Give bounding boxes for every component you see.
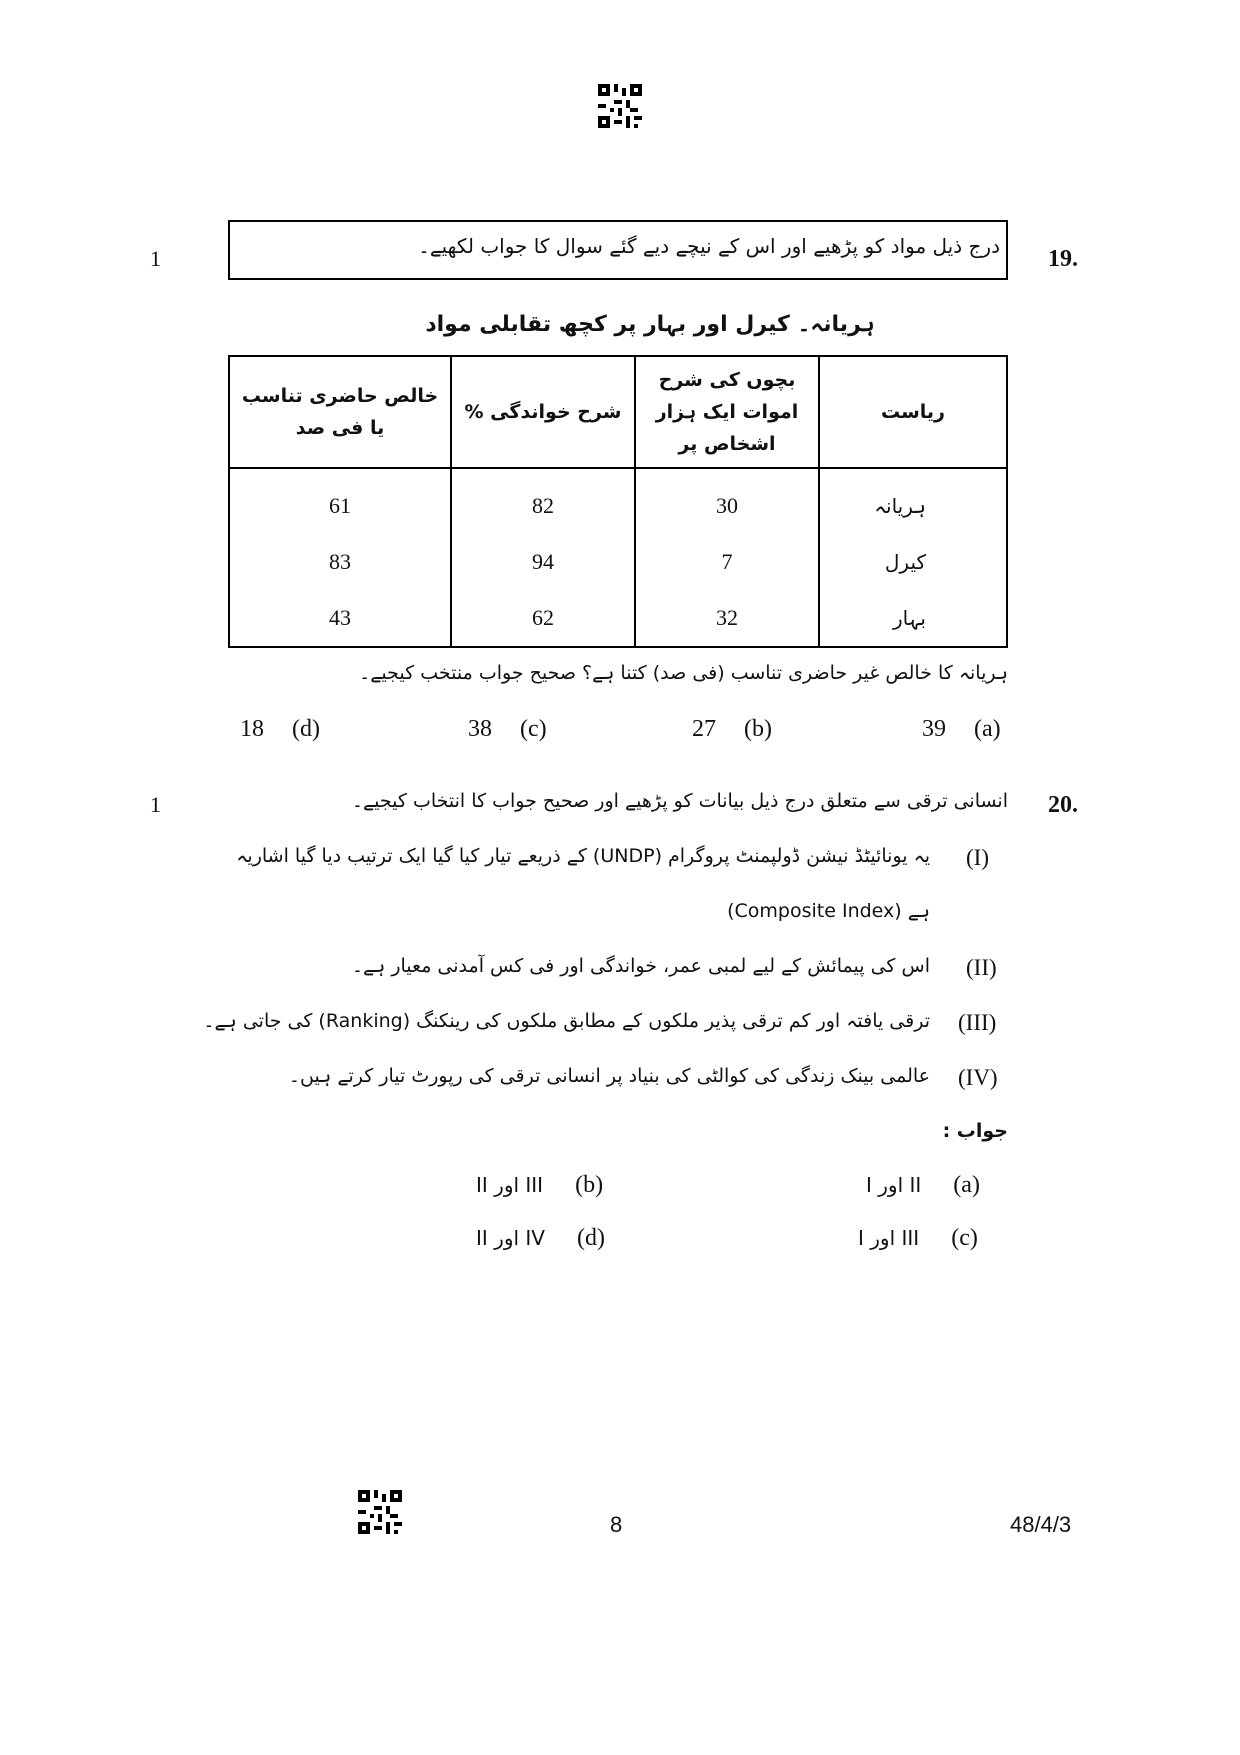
question-19-instruction-box [228,220,1008,280]
statement-2-label: (II) [966,955,997,980]
option-value: 39 [922,716,946,742]
table-row [229,468,1007,534]
option-label: (b) [744,716,772,742]
table-row [229,534,1007,590]
table-cell: 30 [635,468,819,534]
q19-option-a[interactable] [922,716,1001,743]
qr-code-icon [358,1490,402,1534]
statement-2-text: اس کی پیمائش کے لیے لمبی عمر، خواندگی اور فی کس آمدنی معیار ہے۔ [351,955,930,977]
question-19-instruction: درج ذیل مواد کو پڑھیے اور اس کے نیچے دیے گئے سوال کا جواب لکھیے۔ [418,234,1000,258]
option-label: (a) [953,1172,980,1198]
option-value: 18 [240,716,264,742]
answer-label: جواب : [942,1120,1008,1142]
option-label: (c) [951,1225,978,1251]
statement-1-text: یہ یونائیٹڈ نیشن ڈولپمنٹ پروگرام (UNDP) کے ذریعے تیار کیا گیا ایک ترتیب دیا گیا اشاریہ [236,845,930,867]
statement-4-text: عالمی بینک زندگی کی کوالٹی کی بنیاد پر انسانی ترقی کی رپورٹ تیار کرتے ہیں۔ [288,1065,930,1087]
option-value: II اور IV [476,1226,545,1250]
table-cell: 83 [229,534,451,590]
header-infant-mortality: بچوں کی شرح اموات ایک ہزار اشخاص پر [635,356,819,468]
question-20-instruction: انسانی ترقی سے متعلق درج ذیل بیانات کو پڑھیے اور صحیح جواب کا انتخاب کیجیے۔ [351,790,1008,812]
table-row [229,590,1007,647]
table-header-row [229,356,1007,468]
option-value: 38 [468,716,492,742]
option-label: (d) [292,716,320,742]
q19-option-c[interactable] [468,716,547,743]
option-label: (b) [575,1172,604,1198]
option-label: (d) [576,1225,605,1251]
q19-option-b[interactable] [692,716,772,743]
statement-3-text: ترقی یافتہ اور کم ترقی پذیر ملکوں کے مطابق ملکوں کی رینکنگ (Ranking) کی جاتی ہے۔ [203,1010,930,1032]
q19-option-d[interactable] [240,716,320,743]
table-cell: 7 [635,534,819,590]
question-19-marks: 1 [150,246,161,271]
header-literacy-rate: شرح خواندگی % [451,356,635,468]
table-cell: 61 [229,468,451,534]
table-cell: 32 [635,590,819,647]
option-label: (a) [974,716,1001,742]
table-cell: ہریانہ [819,468,1007,534]
page-number: 8 [610,1512,623,1537]
q20-option-c[interactable] [858,1225,978,1252]
option-value: I اور II [866,1173,922,1197]
table-cell: 82 [451,468,635,534]
statement-1-label: (I) [966,845,989,870]
option-value: I اور III [858,1226,920,1250]
table-title: ہریانہ۔ کیرل اور بہار پر کچھ تقابلی مواد [425,312,875,337]
option-value: II اور III [476,1173,544,1197]
paper-code: 48/4/3 [1010,1512,1072,1537]
table-cell: کیرل [819,534,1007,590]
option-value: 27 [692,716,716,742]
question-20-marks: 1 [150,792,161,817]
option-label: (c) [520,716,547,742]
question-20-number: 20. [1048,792,1078,818]
q20-option-a[interactable] [866,1172,980,1199]
header-attendance-ratio: خالص حاضری تناسب یا فی صد [229,356,451,468]
statement-4-label: (IV) [958,1065,998,1090]
q20-option-d[interactable] [476,1225,605,1252]
header-state: ریاست [819,356,1007,468]
statement-1-text-line2: ہے (Composite Index) [727,900,930,922]
table-cell: 43 [229,590,451,647]
q20-option-b[interactable] [476,1172,603,1199]
qr-code-icon [598,84,642,128]
table-cell: 94 [451,534,635,590]
question-19-text: ہریانہ کا خالص غیر حاضری تناسب (فی صد) کتنا ہے؟ صحیح جواب منتخب کیجیے۔ [359,662,1008,684]
statement-3-label: (III) [958,1010,997,1035]
table-cell: 62 [451,590,635,647]
comparative-data-table [228,355,1008,648]
question-19-number: 19. [1048,246,1078,272]
table-cell: بہار [819,590,1007,647]
